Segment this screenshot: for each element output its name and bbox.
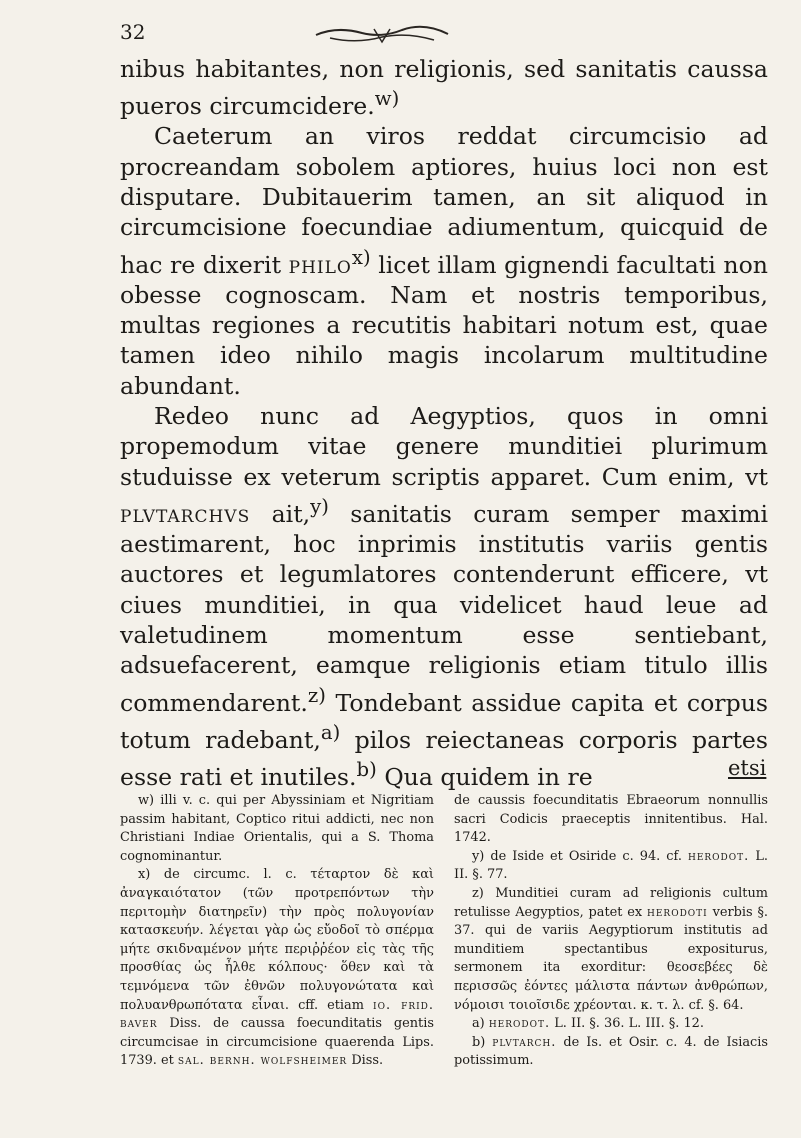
greek-quote-z: θεοσεβέες δὲ περισσῶς ἐόντες μάλιστα πάντων ἀνθρώπων, νόμοισι τοιοῖσιδε χρέονται.: [454, 960, 768, 1013]
note-ref-z: z): [307, 683, 326, 707]
note-ref-a: a): [320, 720, 341, 744]
footnote-y: y) de Iside et Osiride c. 94. cf. herodot. L. II. §. 77.: [454, 848, 768, 883]
note-ref-y: y): [310, 494, 329, 518]
footnote-x-continued: de caussis foecunditatis Ebraeorum nonnullis sacri Codicis praeceptis innitentibus. Hal. 1742.: [454, 793, 768, 846]
greek-quote-x: τέταρτον δὲ καὶ ἀναγκαιότατον (τῶν προτρεπόντων τὴν περιτομὴν διατηρεῖν) τὴν πρὸς πολυγονίαν κατασκευήν. λέγεται γὰρ ὡς εὔοδοῖ τὸ σπέρμα μήτε σκιδναμένον μήτε περιῤῥέον εἰς τὰς τῆς προσθίας ὡς ἦλθε κόλπους· ὅθεν καὶ τὰ τεμνόμενα τῶν ἐθνῶν πολυγονώτατα καὶ πολυανθρωπότατα εἶναι.: [120, 867, 434, 1013]
paragraph-1: nibus habitantes, non religionis, sed sanitatis caussa pueros circumcidere.$^{w)}$: [120, 55, 768, 121]
footnotes: [120, 792, 768, 1071]
page-number: 32: [120, 20, 146, 44]
footnote-b: b) plvtarch. de Is. et Osir. c. 4. de Isiacis potissimum.: [454, 1034, 768, 1069]
footnote-a: a) herodot. L. II. §. 36. L. III. §. 12.: [472, 1016, 704, 1032]
paragraph-2: Caeterum an viros reddat circumcisio ad procreandam sobolem aptiores, huius loci non est disputare. Dubitauerim tamen, an sit aliquod in circumcisione foecundiae adiumentum, quicquid de hac re dixerit philo$^{x)}$ licet illam gignendi facultati non obesse cognoscam. Nam et nostris temporibus, multas regiones a recutitis habitari notum est, quae tamen ideo nihilo magis incolarum multitudine abundant.: [120, 122, 768, 400]
author-philo: philo: [288, 250, 352, 279]
footnotes-right-column: [454, 792, 768, 1071]
catchword: etsi: [728, 756, 767, 780]
footnote-x: x) de circumc. l. c. τέταρτον δὲ καὶ ἀναγκαιότατον (τῶν προτρεπόντων τὴν περιτομὴν διατηρεῖν) τὴν πρὸς πολυγονίαν κατασκευήν. λέγεται γὰρ ὡς εὔοδοῖ τὸ σπέρμα μήτε σκιδναμένον μήτε περιῤῥέον εἰς τὰς τῆς προσθίας ὡς ἦλθε κόλπους· ὅθεν καὶ τὰ τεμνόμενα τῶν ἐθνῶν πολυγονώτατα καὶ πολυανθρωπότατα εἶναι. cff. etiam io. frid. baver Diss. de caussa foecunditatis gentis circumcisae in circumcisione quaerenda Lips. 1739. et sal. bernh. wolfsheimer Diss.: [120, 867, 434, 1069]
note-ref-x: x): [351, 245, 371, 269]
footnotes-left-column: [120, 792, 434, 1071]
ornament-icon: [312, 24, 452, 46]
main-text: [120, 54, 768, 792]
footnote-z: z) Munditiei curam ad religionis cultum retulisse Aegyptios, patet ex herodoti verbis §. 37. qui de variis Aegyptiorum institutis ad munditiem spectantibus expositurus, sermonem ita exorditur: θεοσεβέες δὲ περισσῶς ἐόντες μάλιστα πάντων ἀνθρώπων, νόμοισι τοιοῖσιδε χρέονται. κ. τ. λ. cf. §. 64.: [454, 885, 768, 1013]
paragraph-3: Redeo nunc ad Aegyptios, quos in omni propemodum vitae genere munditiei plurimum studuisse ex veterum scriptis apparet. Cum enim, vt plvtarchvs ait,$^{y)}$ sanitatis curam semper maximi aestimarent, hoc inprimis institutis variis gentis auctores et legumlatores contenderunt efficere, vt ciues munditiei, in qua videlicet haud leue ad valetudinem momentum esse sentiebant, adsuefacerent, eamque religionis etiam titulo illis commendarent.$^{z)}$ Tondebant assidue capita et corpus totum radebant,$^{a)}$ pilos reiectaneas corporis partes esse rati et inutiles.$^{b)}$ Qua quidem in re: [120, 401, 769, 791]
author-plutarch: plvtarchvs: [120, 499, 251, 528]
footnote-w: w) illi v. c. qui per Abyssiniam et Nigritiam passim habitant, Coptico ritui addicti, nec non Christiani Indiae Orientalis, qui a S. Thoma cognominantur.: [120, 793, 434, 864]
note-ref-b: b): [356, 757, 377, 781]
note-ref-w: w): [374, 87, 400, 111]
